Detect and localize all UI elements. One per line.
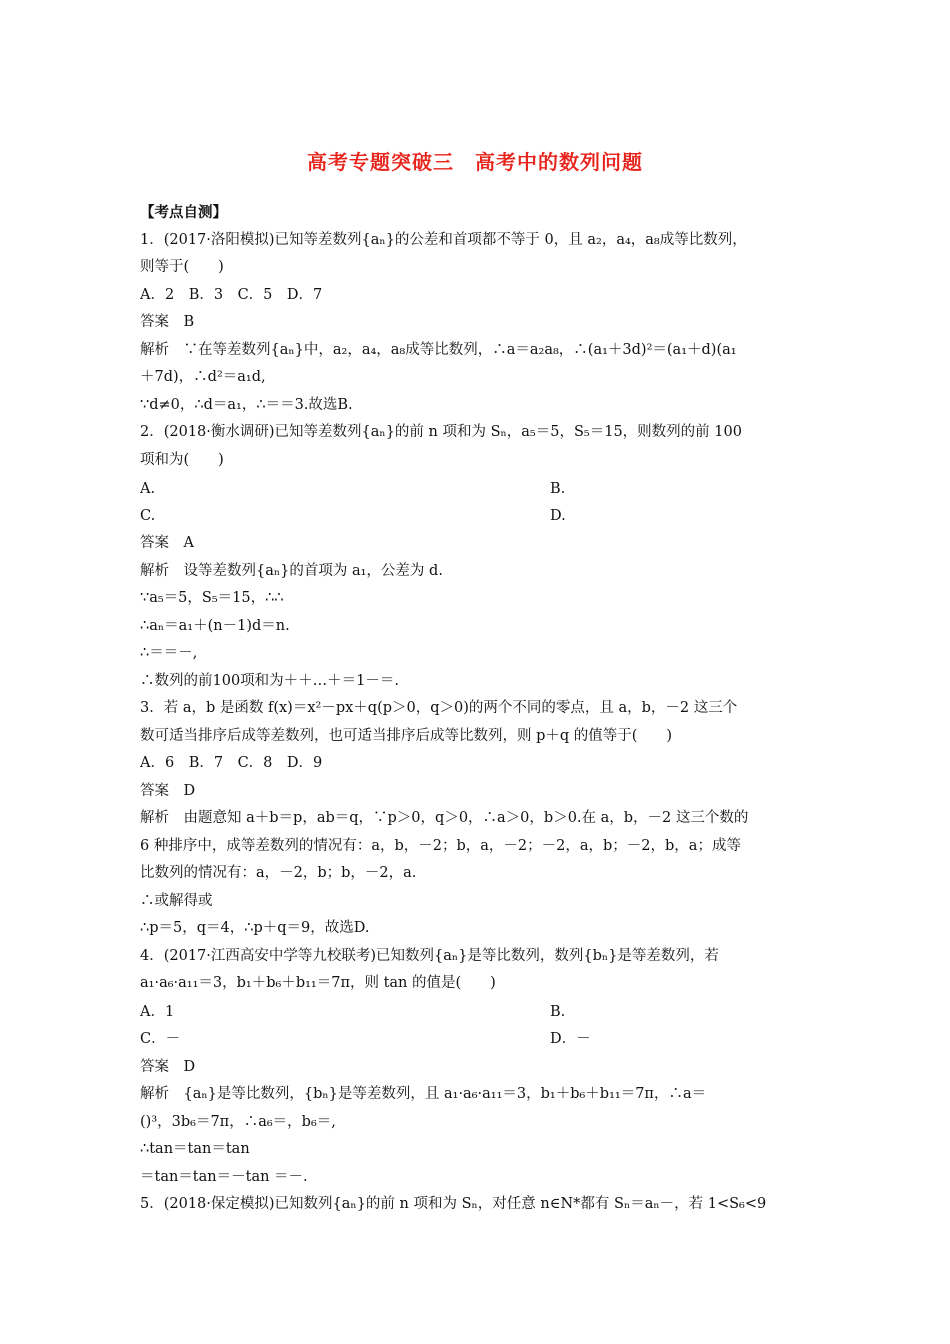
question-3-answer: 答案 D — [140, 783, 196, 799]
question-3-solution-line: 6 种排序中，成等差数列的情况有：a，b，－2；b，a，－2；－2，a，b；－2，b，a；成等 — [140, 838, 741, 854]
question-1-solution-end: ∵d≠0，∴d＝a₁，∴＝＝3.故选B. — [140, 397, 353, 413]
question-2-solution-end: ∴数列的前100项和为＋＋…＋＝1－＝. — [140, 673, 400, 689]
question-2-solution-line: ∴＝＝－, — [140, 645, 198, 661]
option-d: D. — [550, 508, 566, 524]
question-1-solution-cont: ＋7d)，∴d²＝a₁d, — [140, 369, 266, 385]
question-1-stem: 1．(2017·洛阳模拟)已知等差数列{aₙ}的公差和首项都不等于 0，且 a₂，a₄，a₈成等比数列， — [140, 232, 747, 248]
question-5-stem: 5．(2018·保定模拟)已知数列{aₙ}的前 n 项和为 Sₙ，对任意 n∈N*都有 Sₙ＝aₙ－，若 1<S₆<9 — [140, 1196, 767, 1212]
option-b: B. — [550, 481, 566, 497]
question-3-options: A．6 B．7 C．8 D．9 — [140, 755, 323, 771]
question-2-answer: 答案 A — [140, 535, 194, 551]
question-3-solution-end: ∴p＝5，q＝4，∴p＋q＝9，故选D. — [140, 920, 370, 936]
question-4-stem-cont: a₁·a₆·a₁₁＝3，b₁＋b₆＋b₁₁＝7π，则 tan 的值是( ) — [140, 975, 496, 991]
option-c: C. — [140, 508, 156, 524]
question-2-solution-line: ∵a₅＝5，S₅＝15，∴∴ — [140, 590, 284, 606]
question-2-solution: 解析 设等差数列{aₙ}的首项为 a₁，公差为 d. — [140, 563, 443, 579]
option-c: C．－ — [140, 1031, 181, 1047]
question-4-options-row-2 — [140, 1029, 820, 1049]
question-4-solution-end: ＝tan＝tan＝－tan ＝－. — [140, 1169, 308, 1185]
option-b: B. — [550, 1004, 566, 1020]
question-1-solution: 解析 ∵在等差数列{aₙ}中，a₂，a₄，a₈成等比数列，∴a＝a₂a₈，∴(a₁＋3d)²＝(a₁＋d)(a₁ — [140, 342, 737, 358]
question-4-answer: 答案 D — [140, 1059, 196, 1075]
question-4-solution: 解析 {aₙ}是等比数列，{bₙ}是等差数列，且 a₁·a₆·a₁₁＝3，b₁＋b₆＋b₁₁＝7π，∴a＝ — [140, 1086, 707, 1102]
question-3-solution-line: ∴或解得或 — [140, 893, 213, 909]
question-4-options-row-1 — [140, 1002, 820, 1022]
question-2-stem-cont: 项和为( ) — [140, 452, 224, 468]
question-4-stem: 4．(2017·江西高安中学等九校联考)已知数列{aₙ}是等比数列，数列{bₙ}是等差数列，若 — [140, 948, 719, 964]
question-4-solution-line: ∴tan＝tan＝tan — [140, 1141, 250, 1157]
question-1-options: A．2 B．3 C．5 D．7 — [140, 287, 323, 303]
option-a: A. — [140, 481, 156, 497]
question-3-solution: 解析 由题意知 a＋b＝p，ab＝q，∵p＞0，q＞0，∴a＞0，b＞0.在 a，b，－2 这三个数的 — [140, 810, 749, 826]
question-1-stem-cont: 则等于( ) — [140, 259, 224, 275]
section-heading: 【考点自测】 — [140, 204, 227, 221]
question-3-solution-line: 比数列的情况有：a，－2，b；b，－2，a. — [140, 865, 417, 881]
question-2-stem: 2．(2018·衡水调研)已知等差数列{aₙ}的前 n 项和为 Sₙ，a₅＝5，S₅＝15，则数列的前 100 — [140, 424, 742, 440]
question-3-stem-cont: 数可适当排序后成等差数列，也可适当排序后成等比数列，则 p＋q 的值等于( ) — [140, 728, 673, 744]
question-2-solution-line: ∴aₙ＝a₁＋(n－1)d＝n. — [140, 618, 290, 634]
page-title: 高考专题突破三 高考中的数列问题 — [307, 150, 643, 174]
question-3-stem: 3．若 a，b 是函数 f(x)＝x²－px＋q(p＞0，q＞0)的两个不同的零点，且 a，b，－2 这三个 — [140, 700, 738, 716]
question-1-answer: 答案 B — [140, 314, 195, 330]
question-2-options-row-1 — [140, 479, 820, 499]
question-4-solution-line: ()³，3b₆＝7π，∴a₆＝，b₆＝, — [140, 1114, 336, 1130]
question-2-options-row-2 — [140, 506, 820, 526]
option-a: A．1 — [140, 1004, 175, 1020]
option-d: D．－ — [550, 1031, 591, 1047]
